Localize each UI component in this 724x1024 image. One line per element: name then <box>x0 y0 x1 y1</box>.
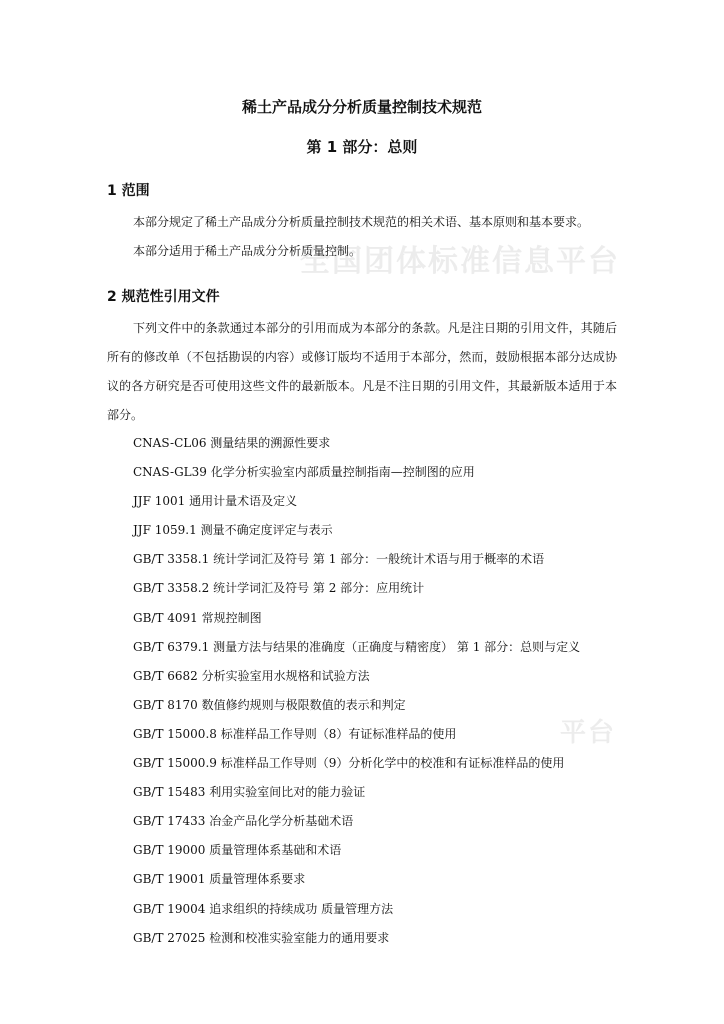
reference-item: GB/T 3358.2 统计学词汇及符号 第 2 部分：应用统计 <box>133 581 425 596</box>
watermark: 全国团体标准信息平台 <box>300 244 620 279</box>
reference-item: GB/T 19000 质量管理体系基础和术语 <box>133 843 342 858</box>
reference-item: GB/T 4091 常规控制图 <box>133 610 262 625</box>
reference-item: GB/T 15483 利用实验室间比对的能力验证 <box>133 785 366 800</box>
reference-item: GB/T 8170 数值修约规则与极限数值的表示和判定 <box>133 697 406 712</box>
scope-paragraph: 本部分规定了稀土产品成分分析质量控制技术规范的相关术语、基本原则和基本要求。 <box>133 215 590 229</box>
reference-item: GB/T 19004 追求组织的持续成功 质量管理方法 <box>133 901 394 916</box>
reference-item: GB/T 19001 质量管理体系要求 <box>133 872 306 887</box>
references-intro-paragraph: 下列文件中的条款通过本部分的引用而成为本部分的条款。凡是注日期的引用文件，其随后所有的修改单（不包括勘误的内容）或修订版均不适用于本部分，然而，鼓励根据本部分达成协议的各方研究是否可使用这些文件的最新版本。凡是不注日期的引用文件，其最新版本适用于本部分。 <box>107 321 617 422</box>
reference-item: CNAS-GL39 化学分析实验室内部质量控制指南—控制图的应用 <box>133 465 475 480</box>
reference-list <box>133 429 580 953</box>
reference-item: JJF 1001 通用计量术语及定义 <box>133 494 298 509</box>
part-title: 第 1 部分：总则 <box>306 138 418 156</box>
reference-item: GB/T 6379.1 测量方法与结果的准确度（正确度与精密度） 第 1 部分：总则与定义 <box>133 639 581 654</box>
reference-item: CNAS-CL06 测量结果的溯源性要求 <box>133 436 331 450</box>
section-heading-scope: 1 范围 <box>107 183 150 199</box>
document-title: 稀土产品成分分析质量控制技术规范 <box>241 98 482 116</box>
reference-item: JJF 1059.1 测量不确定度评定与表示 <box>133 523 333 538</box>
watermark-faint: 平台 <box>560 718 617 748</box>
reference-item: GB/T 15000.8 标准样品工作导则（8）有证标准样品的使用 <box>133 726 457 741</box>
section-heading-normative-references: 2 规范性引用文件 <box>107 289 220 305</box>
reference-item: GB/T 3358.1 统计学词汇及符号 第 1 部分：一般统计术语与用于概率的术语 <box>133 552 545 567</box>
scope-paragraph: 本部分适用于稀土产品成分分析质量控制。 <box>133 244 362 258</box>
reference-item: GB/T 6682 分析实验室用水规格和试验方法 <box>133 668 370 683</box>
reference-item: GB/T 15000.9 标准样品工作导则（9）分析化学中的校准和有证标准样品的使用 <box>133 756 565 771</box>
reference-item: GB/T 17433 冶金产品化学分析基础术语 <box>133 814 354 829</box>
reference-item: GB/T 27025 检测和校准实验室能力的通用要求 <box>133 930 390 945</box>
